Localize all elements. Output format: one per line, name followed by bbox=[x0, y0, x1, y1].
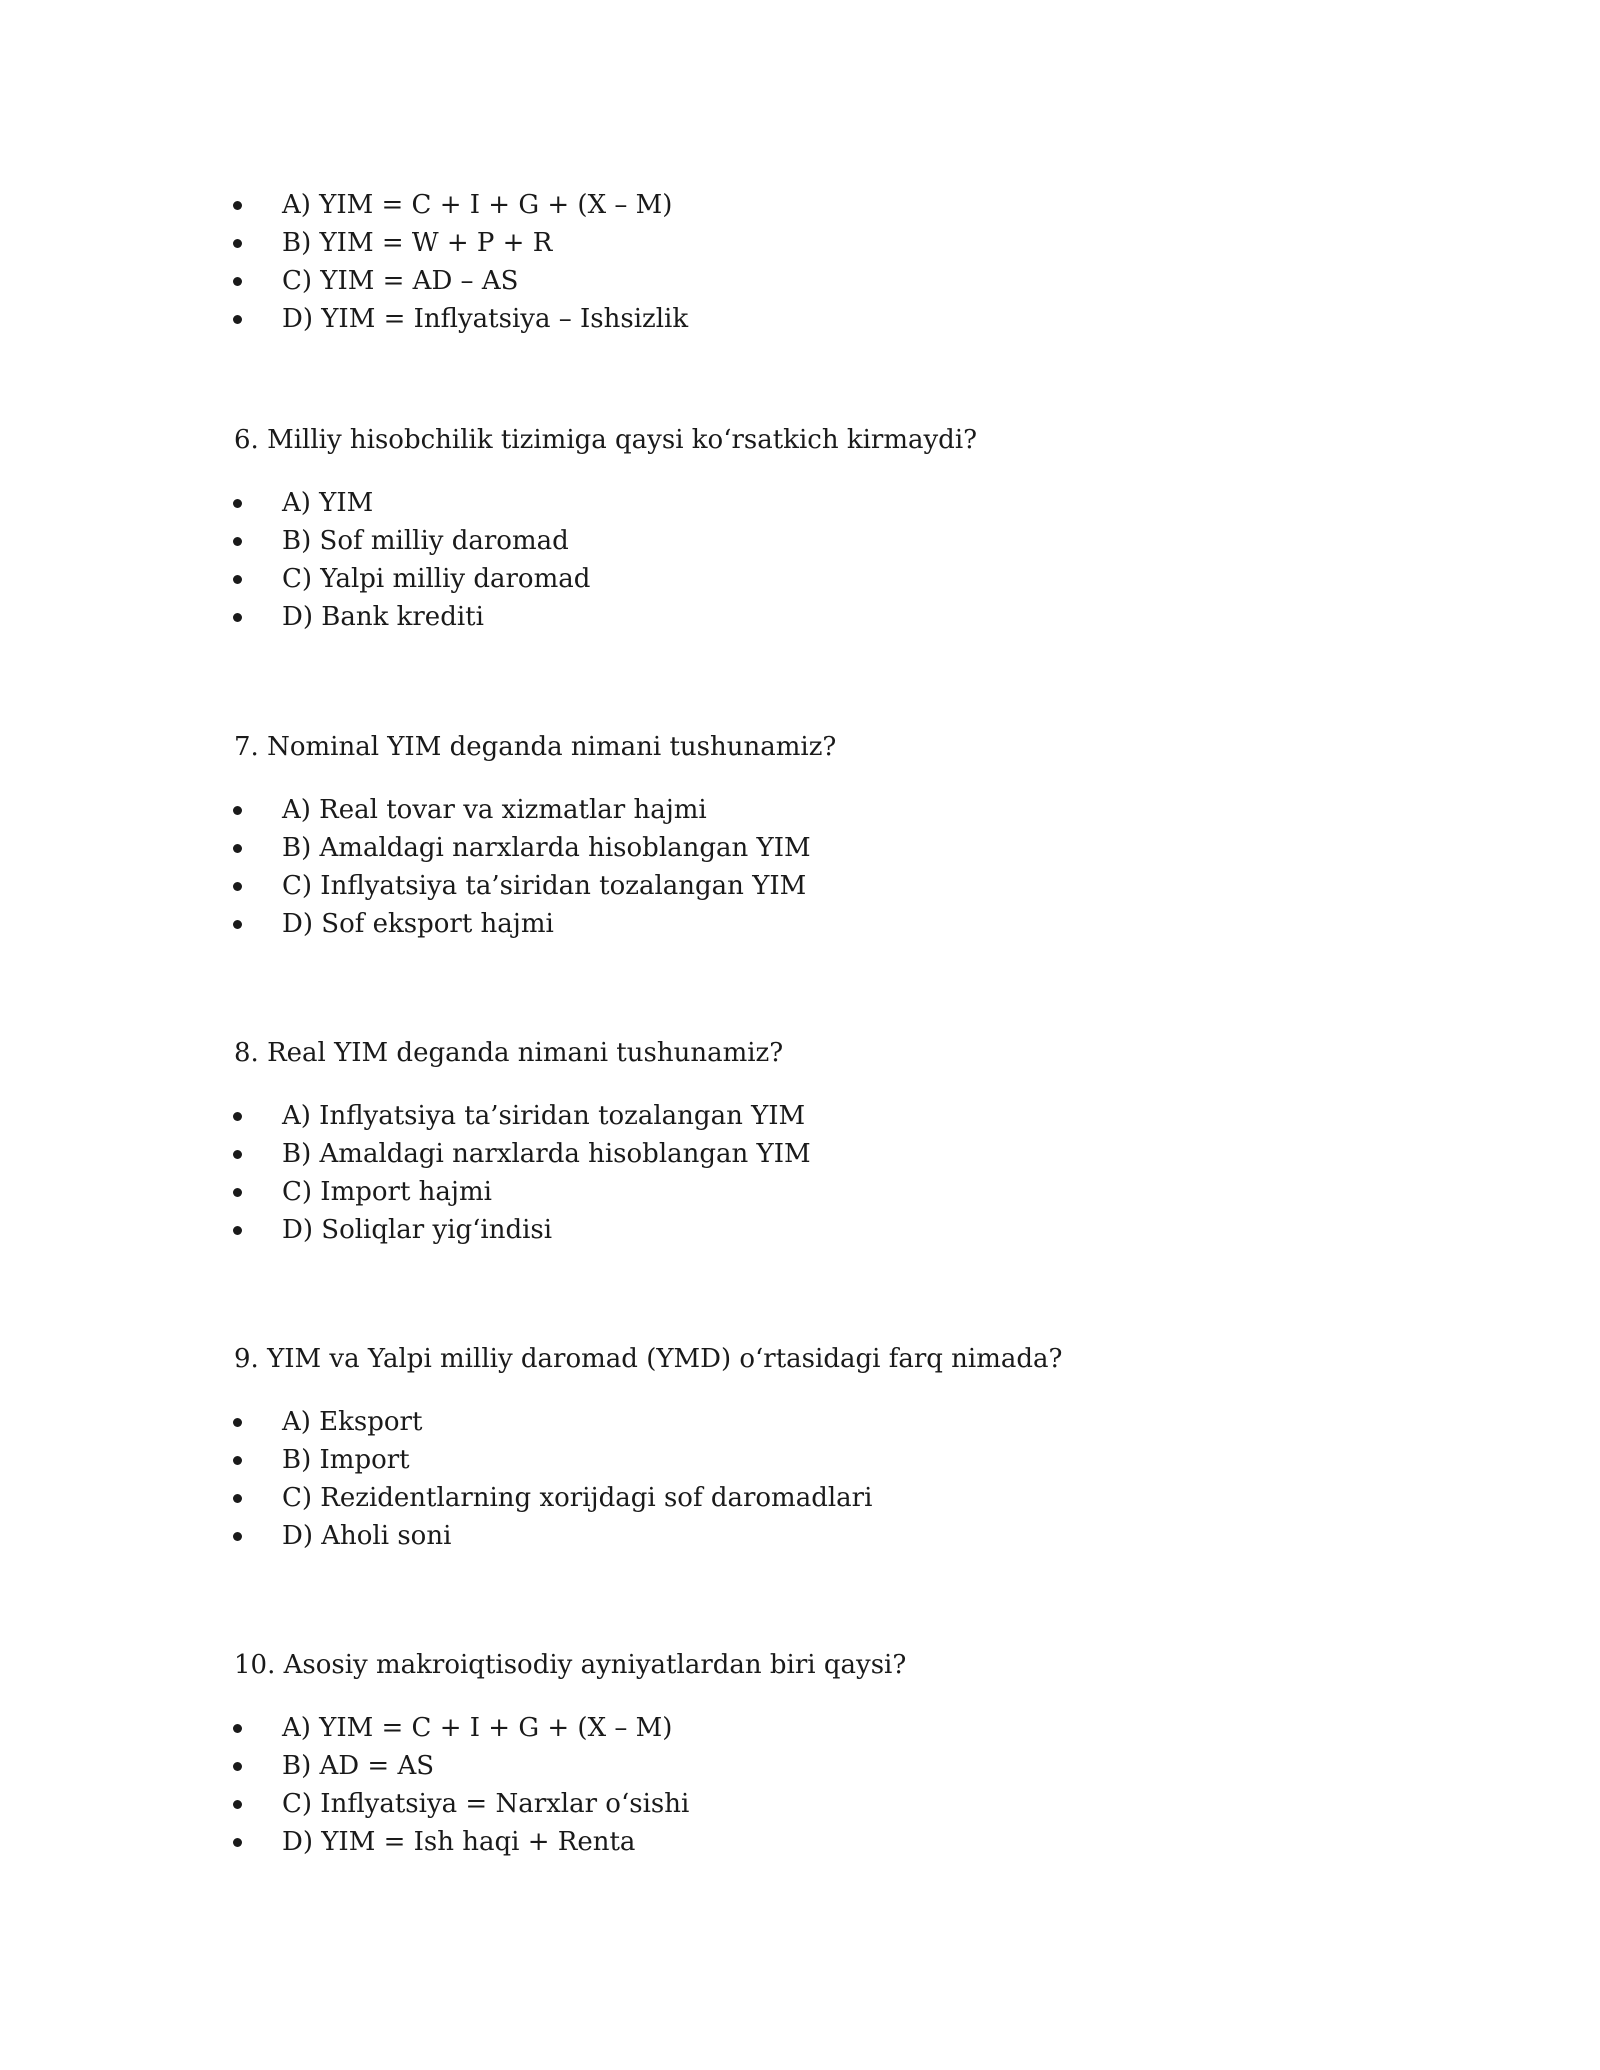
option-text: A) Real tovar va xizmatlar hajmi bbox=[282, 795, 707, 825]
bullet-icon bbox=[233, 499, 242, 508]
bullet-icon bbox=[233, 1150, 242, 1159]
option-text: C) Rezidentlarning xorijdagi sof daromadlari bbox=[282, 1483, 873, 1513]
question-text: 7. Nominal YIM deganda nimani tushunamiz? bbox=[234, 732, 837, 762]
option-text: A) Inflyatsiya ta’siridan tozalangan YIM bbox=[282, 1101, 806, 1131]
option-text: A) YIM = C + I + G + (X – M) bbox=[282, 190, 673, 220]
option-text: C) Inflyatsiya ta’siridan tozalangan YIM bbox=[282, 871, 807, 901]
bullet-icon bbox=[233, 806, 242, 815]
option-text: C) Inflyatsiya = Narxlar o‘sishi bbox=[282, 1789, 690, 1819]
option-text: D) YIM = Ish haqi + Renta bbox=[282, 1827, 636, 1857]
bullet-icon bbox=[233, 277, 242, 286]
option-text: D) Bank krediti bbox=[282, 602, 484, 632]
question-text: 8. Real YIM deganda nimani tushunamiz? bbox=[234, 1038, 784, 1068]
option-text: B) YIM = W + P + R bbox=[282, 228, 553, 258]
bullet-icon bbox=[233, 1494, 242, 1503]
bullet-icon bbox=[233, 1188, 242, 1197]
bullet-icon bbox=[233, 844, 242, 853]
question-text: 9. YIM va Yalpi milliy daromad (YMD) o‘rtasidagi farq nimada? bbox=[234, 1344, 1063, 1374]
option-text: D) YIM = Inflyatsiya – Ishsizlik bbox=[282, 304, 689, 334]
bullet-icon bbox=[233, 201, 242, 210]
option-text: A) YIM bbox=[282, 488, 374, 518]
option-text: C) YIM = AD – AS bbox=[282, 266, 519, 296]
bullet-icon bbox=[233, 1226, 242, 1235]
question-text: 6. Milliy hisobchilik tizimiga qaysi ko‘rsatkich kirmaydi? bbox=[234, 425, 978, 455]
bullet-icon bbox=[233, 1532, 242, 1541]
bullet-icon bbox=[233, 575, 242, 584]
bullet-icon bbox=[233, 315, 242, 324]
option-text: C) Import hajmi bbox=[282, 1177, 492, 1207]
option-text: B) AD = AS bbox=[282, 1751, 435, 1781]
question-text: 10. Asosiy makroiqtisodiy ayniyatlardan biri qaysi? bbox=[234, 1650, 907, 1680]
option-text: B) Amaldagi narxlarda hisoblangan YIM bbox=[282, 833, 811, 863]
option-text: B) Import bbox=[282, 1445, 410, 1475]
bullet-icon bbox=[233, 882, 242, 891]
option-text: B) Amaldagi narxlarda hisoblangan YIM bbox=[282, 1139, 811, 1169]
option-text: D) Aholi soni bbox=[282, 1521, 452, 1551]
option-text: B) Sof milliy daromad bbox=[282, 526, 569, 556]
option-text: D) Soliqlar yig‘indisi bbox=[282, 1215, 553, 1245]
bullet-icon bbox=[233, 1838, 242, 1847]
bullet-icon bbox=[233, 1418, 242, 1427]
bullet-icon bbox=[233, 1456, 242, 1465]
option-text: C) Yalpi milliy daromad bbox=[282, 564, 591, 594]
bullet-icon bbox=[233, 613, 242, 622]
option-text: D) Sof eksport hajmi bbox=[282, 909, 554, 939]
bullet-icon bbox=[233, 920, 242, 929]
bullet-icon bbox=[233, 1762, 242, 1771]
bullet-icon bbox=[233, 1724, 242, 1733]
bullet-icon bbox=[233, 1800, 242, 1809]
bullet-icon bbox=[233, 537, 242, 546]
option-text: A) Eksport bbox=[282, 1407, 423, 1437]
bullet-icon bbox=[233, 1112, 242, 1121]
bullet-icon bbox=[233, 239, 242, 248]
option-text: A) YIM = C + I + G + (X – M) bbox=[282, 1713, 673, 1743]
